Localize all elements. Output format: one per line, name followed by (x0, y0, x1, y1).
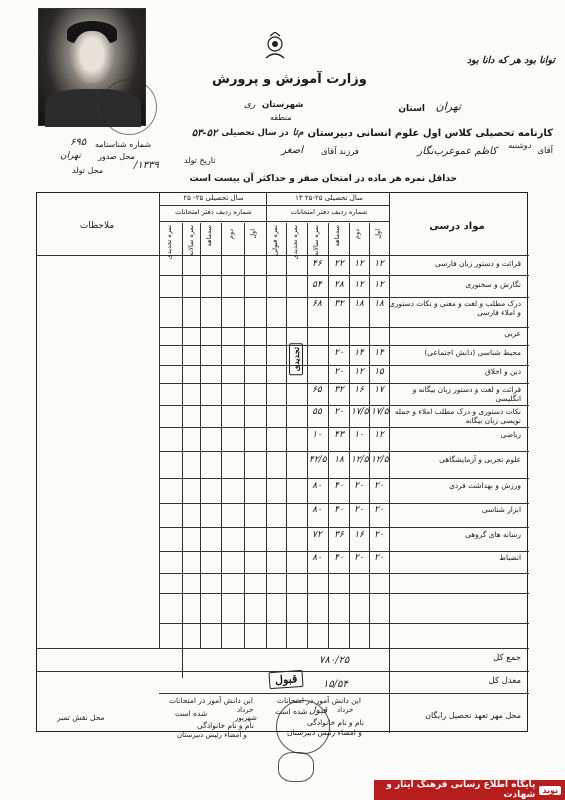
total-label: جمع کل (493, 653, 521, 663)
cert-1-month: خرداد (337, 706, 354, 714)
subcol-first-1: اول (374, 229, 382, 239)
region-label: منطقه (270, 113, 292, 122)
source-banner (374, 780, 565, 800)
grade-value: ۲۰ (374, 481, 384, 491)
grade-value: ۲۰ (334, 348, 344, 358)
average-label: معدل کل (488, 676, 521, 686)
subcol-second-1: دوم (353, 229, 361, 240)
banner-text: پایگاه اطلاع رسانی فرهنگ ایثار و شهادت (386, 780, 536, 800)
subject-name: نگارش و سخنوری (465, 280, 521, 289)
subject-name: ورزش و بهداشت فردی (449, 481, 521, 490)
grade-value: ۲۰ (354, 505, 364, 515)
student-photo (38, 8, 146, 126)
birth-value: ۱۳۳۹/ (134, 160, 159, 171)
subject-name: عربی (504, 329, 521, 338)
city-value: ری (244, 100, 256, 110)
grade-value: ۱۷ (374, 385, 384, 395)
id-label: شماره شناسنامه (95, 140, 152, 149)
subcol-retake-1: نمره تجدیدی (291, 225, 299, 260)
subcol-annual-2: نمره سالانه (187, 225, 195, 257)
grade-value: ۲۰ (374, 505, 384, 515)
grade-value: ۴۶ (312, 259, 322, 269)
pass-stamp: قبول (268, 670, 303, 689)
subject-name: انضباط (499, 553, 521, 562)
report-title: کارنامه تحصیلی کلاس اول علوم انسانی دبیرستان (307, 128, 553, 139)
year-header-1-label: سال تحصیلی ۲۵-۲۵ ۱۳ (295, 194, 363, 202)
grade-value: ۱۲ (354, 367, 364, 377)
grade-value: ۱۴ (354, 348, 364, 358)
grade-value: ۱۷/۵ (371, 407, 389, 417)
province-label: استان (398, 104, 425, 114)
lion-and-sun-emblem-icon (260, 32, 290, 62)
grade-value: ۸۰ (312, 481, 322, 491)
grade-value: ۸۰ (312, 553, 322, 563)
subcol-final-1: نمره قبولی (271, 225, 279, 256)
grade-value: ۴۰ (334, 481, 344, 491)
grade-value: ۱۲/۵ (351, 455, 369, 465)
subject-name: ریاضی (500, 430, 521, 439)
year-label: در سال تحصیلی (221, 128, 289, 138)
grade-value: ۱۴ (374, 348, 384, 358)
issue-value: تهران (60, 151, 81, 161)
student-label: آقای (537, 146, 553, 156)
grade-value: ۱۷/۵ (351, 407, 369, 417)
grade-value: ۲۰ (334, 367, 344, 377)
subject-name: قرائت و دستور زبان فارسی (434, 259, 521, 268)
cert-2-name-label: نام و نام خانوادگی (197, 721, 254, 730)
subject-name: دین و اخلاق (484, 367, 521, 376)
grade-value: ۷۲ (312, 530, 322, 540)
grade-value: ۱۶ (354, 385, 364, 395)
city-label: شهرستان (262, 100, 304, 110)
grade-value: ۱۰ (354, 430, 364, 440)
grades-table (36, 192, 528, 739)
grade-value: ۵۵ (312, 407, 322, 417)
grading-rule: حداقل نمره هر ماده در امتحان صفر و حداکثر آن بیست است (189, 174, 457, 184)
grade-value: ۸۰ (312, 505, 322, 515)
grade-value: ۱۵ (374, 367, 384, 377)
issue-label: محل صدور (98, 152, 135, 161)
grade-value: ۱۲ (354, 280, 364, 290)
subject-name: نکات دستوری و درک مطلب املاء و جمله نویسی زبان بیگانه (394, 407, 521, 425)
cert-1-status: شده است (275, 707, 308, 716)
grade-value: ۱۲ (374, 259, 384, 269)
grade-value: ۳۶ (334, 530, 344, 540)
stamp-place-label: محل نقش تمبر (57, 713, 105, 722)
title-line (192, 128, 553, 139)
subcol-first-2: اول (249, 229, 257, 239)
subjects-column-header: مواد درسی (429, 221, 485, 232)
year-header-2: سال تحصیلی ۲۵- ۲۵ (183, 194, 244, 202)
grade-value: ۳۲ (334, 385, 344, 395)
subcol-second-2: دوم (227, 229, 235, 240)
grade-value: ۱۲/۵ (371, 455, 389, 465)
row-number-label-1: شماره ردیف دفتر امتحانات (290, 208, 368, 216)
grade-value: ۱۲ (374, 430, 384, 440)
student-name: کاظم عموعرب‌نگار (417, 146, 497, 157)
weekday-written: دوشنبه (507, 141, 531, 150)
subcol-third-2: سه‌ماهه (205, 225, 213, 247)
grade-value: ۶۵ (312, 385, 322, 395)
row-number-label-2: شماره ردیف دفتر امتحانات (175, 208, 252, 216)
grade-value: ۲۰ (354, 553, 364, 563)
grade-value: ۴۲/۵ (309, 455, 327, 465)
average-value: ۱۵/۵۴ (323, 679, 348, 690)
ministry-title: وزارت آموزش و پرورش (212, 72, 367, 87)
subcol-retake-2: نمره تجدیدی (165, 225, 173, 260)
grade-value: ۳۲ (334, 299, 344, 309)
photo-stamp (101, 79, 157, 135)
year-header-1 (269, 194, 389, 202)
subject-name: رسانه های گروهی (465, 530, 521, 539)
grade-value: ۱۶ (354, 530, 364, 540)
subject-name: درک مطلب و لغت و معنی و نکات دستوری و املاء فارسی (389, 299, 521, 317)
free-education-label: محل مهر تعهد تحصیل رایگان (425, 711, 521, 720)
grade-value: ۵۴ (312, 280, 322, 290)
grade-value: ۶۸ (312, 299, 322, 309)
cert-2-season: شهریور (235, 714, 257, 722)
banner-logo: نوید (539, 786, 561, 795)
school-written: م‌تا (292, 128, 304, 138)
school-seal (276, 700, 330, 754)
grade-value: ۱۸ (374, 299, 384, 309)
cert-2-sign-label: و امضاء رئیس دبیرستان (177, 731, 247, 739)
grade-value: ۱۲ (374, 280, 384, 290)
cert-1-sign-label: و امضاء رئیس دبیرستان (287, 728, 362, 737)
birthplace-label: محل تولد (72, 166, 104, 175)
subject-name: محیط شناسی (دانش اجتماعی) (424, 348, 521, 357)
grade-value: ۲۰ (354, 481, 364, 491)
signature-scribble (278, 752, 314, 782)
grade-value: ۲۰ (374, 530, 384, 540)
retake-side-stamp: تجدیدی (289, 343, 303, 375)
birth-label: تاریخ تولد (184, 156, 216, 165)
id-value: ۶۹۵ (70, 137, 87, 148)
grade-value: ۲۰ (334, 407, 344, 417)
motto: توانا بود هر که دانا بود (466, 55, 555, 66)
grade-value: ۱۸ (334, 455, 344, 465)
cert-2-month: خرداد (237, 706, 254, 714)
grade-value: ۲۰ (374, 553, 384, 563)
father-label: فرزند آقای (320, 147, 359, 157)
cert-1-title: این دانش آموز در امتحانات (277, 696, 361, 705)
subject-name: قرائت و لغت و دستور زبان بیگانه و انگلیسی (412, 385, 521, 403)
grade-value: ۲۲ (334, 259, 344, 269)
subcol-annual-1: نمره سالانه (312, 225, 320, 257)
grade-value: ۴۰ (334, 553, 344, 563)
grade-value: ۲۸ (334, 280, 344, 290)
father-name: اصغر (281, 145, 303, 156)
notes-column-header: ملاحظات (79, 221, 115, 231)
province-value: تهران (435, 100, 461, 113)
cert-1-name-label: نام و نام خانوادگی (307, 718, 364, 727)
subcol-third-1: سه‌ماهه (333, 225, 341, 247)
photo-face (72, 31, 112, 83)
grade-value: ۱۸ (354, 299, 364, 309)
cert-2-status: شده است (175, 709, 208, 718)
cert-2-title: این دانش آموز در امتحانات (169, 696, 253, 705)
total-value: ۷۸۰/۲۵ (319, 655, 350, 666)
grade-value: ۴۳ (334, 430, 344, 440)
grade-value: ۱۲ (354, 259, 364, 269)
grade-value: ۴۰ (334, 505, 344, 515)
year-written: ۵۳-۵۲ (191, 128, 218, 139)
subject-name: علوم تجربی و آزمایشگاهی (439, 455, 521, 464)
cert-1-result: قبول (309, 706, 328, 716)
subject-name: ابزار شناسی (481, 505, 521, 514)
grade-value: ۱۰ (312, 430, 322, 440)
